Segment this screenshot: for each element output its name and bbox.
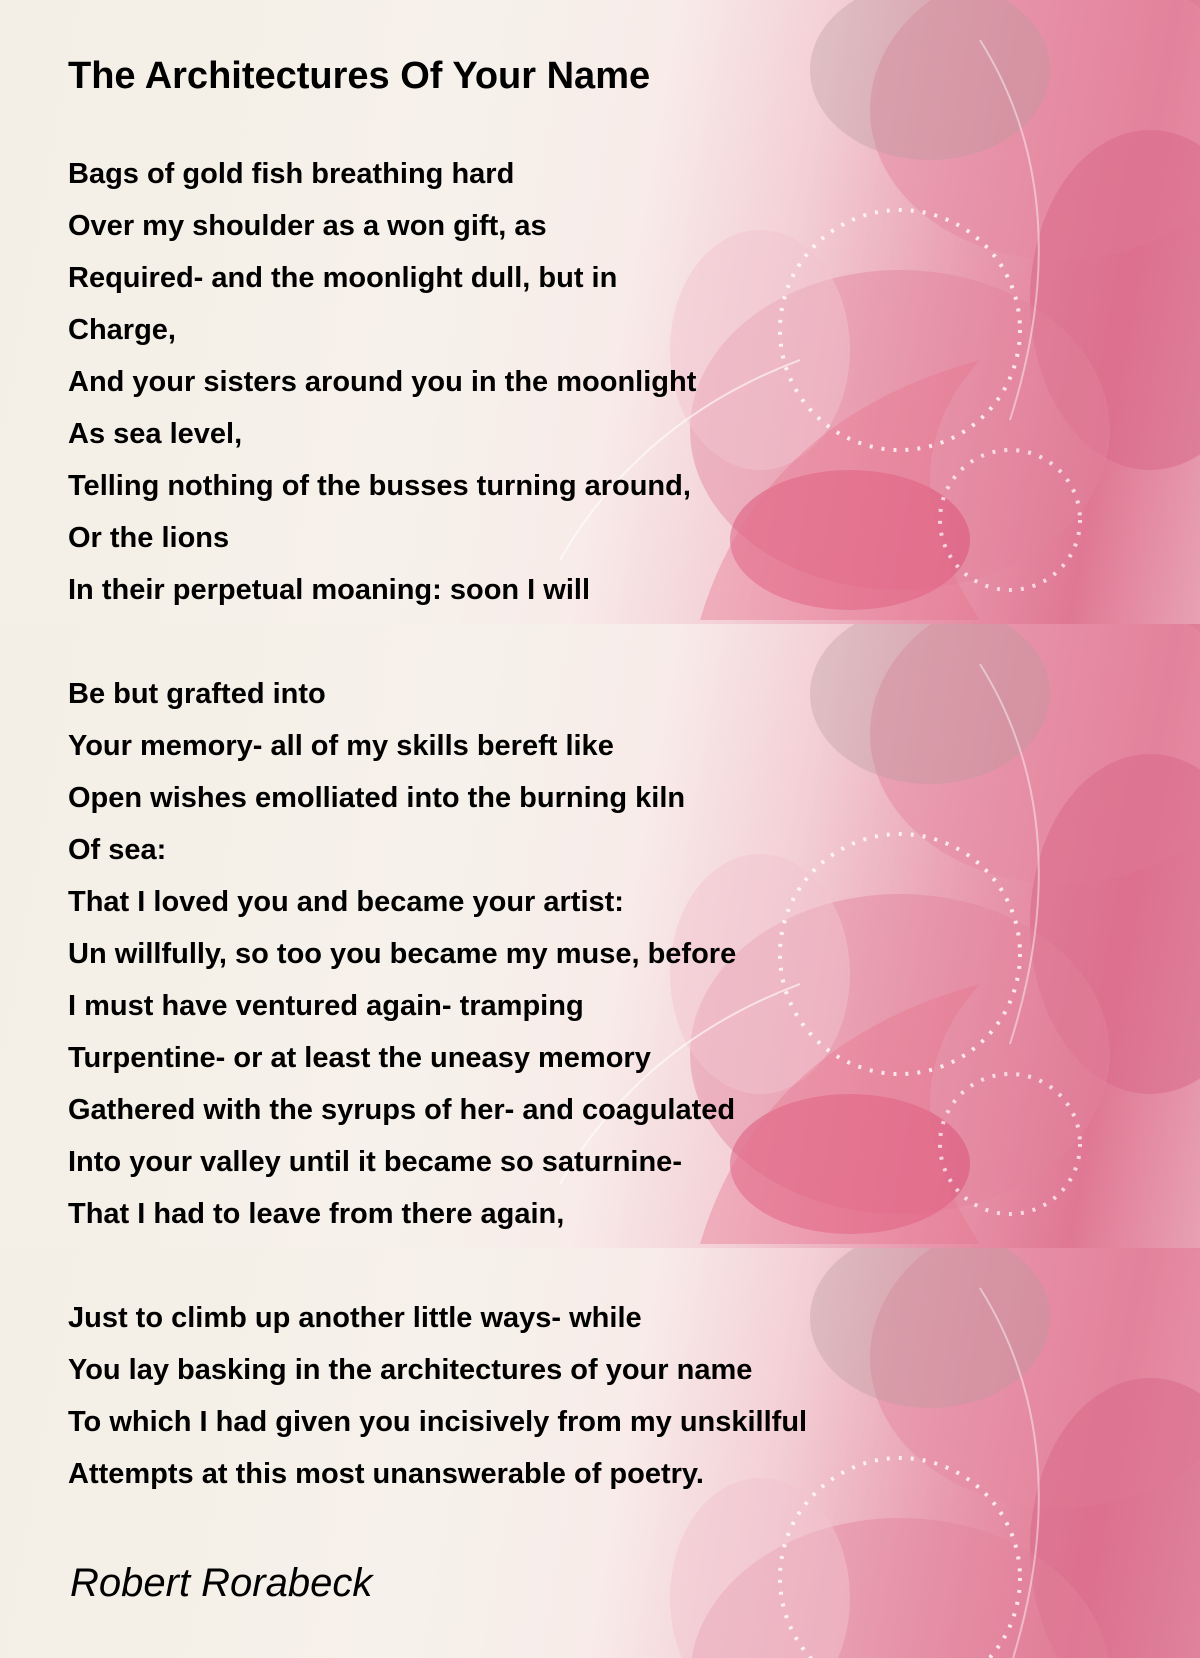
poem-line: Just to climb up another little ways- while: [68, 1302, 642, 1334]
poem-line: Required- and the moonlight dull, but in: [68, 262, 618, 294]
poem-line: In their perpetual moaning: soon I will: [68, 574, 591, 606]
poem-line: Your memory- all of my skills bereft like: [68, 730, 614, 762]
poem-line: To which I had given you incisively from my unskillful: [68, 1406, 808, 1438]
poem-line: Bags of gold fish breathing hard: [68, 158, 515, 190]
poem-line: As sea level,: [68, 418, 243, 450]
poem-line: I must have ventured again- tramping: [68, 990, 584, 1022]
poem-line: Into your valley until it became so saturnine-: [68, 1146, 682, 1178]
poem-author: Robert Rorabeck: [70, 1561, 373, 1605]
poem-line: That I had to leave from there again,: [68, 1198, 565, 1230]
poem-line: Or the lions: [68, 522, 230, 554]
poem-title: The Architectures Of Your Name: [68, 55, 651, 97]
poem-line: Open wishes emolliated into the burning kiln: [68, 782, 686, 814]
poem-line: Gathered with the syrups of her- and coagulated: [68, 1094, 736, 1126]
poem-line: Charge,: [68, 314, 176, 346]
poem-line: Be but grafted into: [68, 678, 326, 710]
poem-line: Attempts at this most unanswerable of poetry.: [68, 1458, 704, 1490]
poem-line: And your sisters around you in the moonlight: [68, 366, 697, 398]
poem-line: That I loved you and became your artist:: [68, 886, 624, 918]
poem-line: Over my shoulder as a won gift, as: [68, 210, 547, 242]
poem-line: Telling nothing of the busses turning around,: [68, 470, 691, 502]
poem-line: Turpentine- or at least the uneasy memory: [68, 1042, 651, 1074]
poem-line: Un willfully, so too you became my muse, before: [68, 938, 737, 970]
poem-line: You lay basking in the architectures of your name: [68, 1354, 753, 1386]
poem-line: Of sea:: [68, 834, 167, 866]
